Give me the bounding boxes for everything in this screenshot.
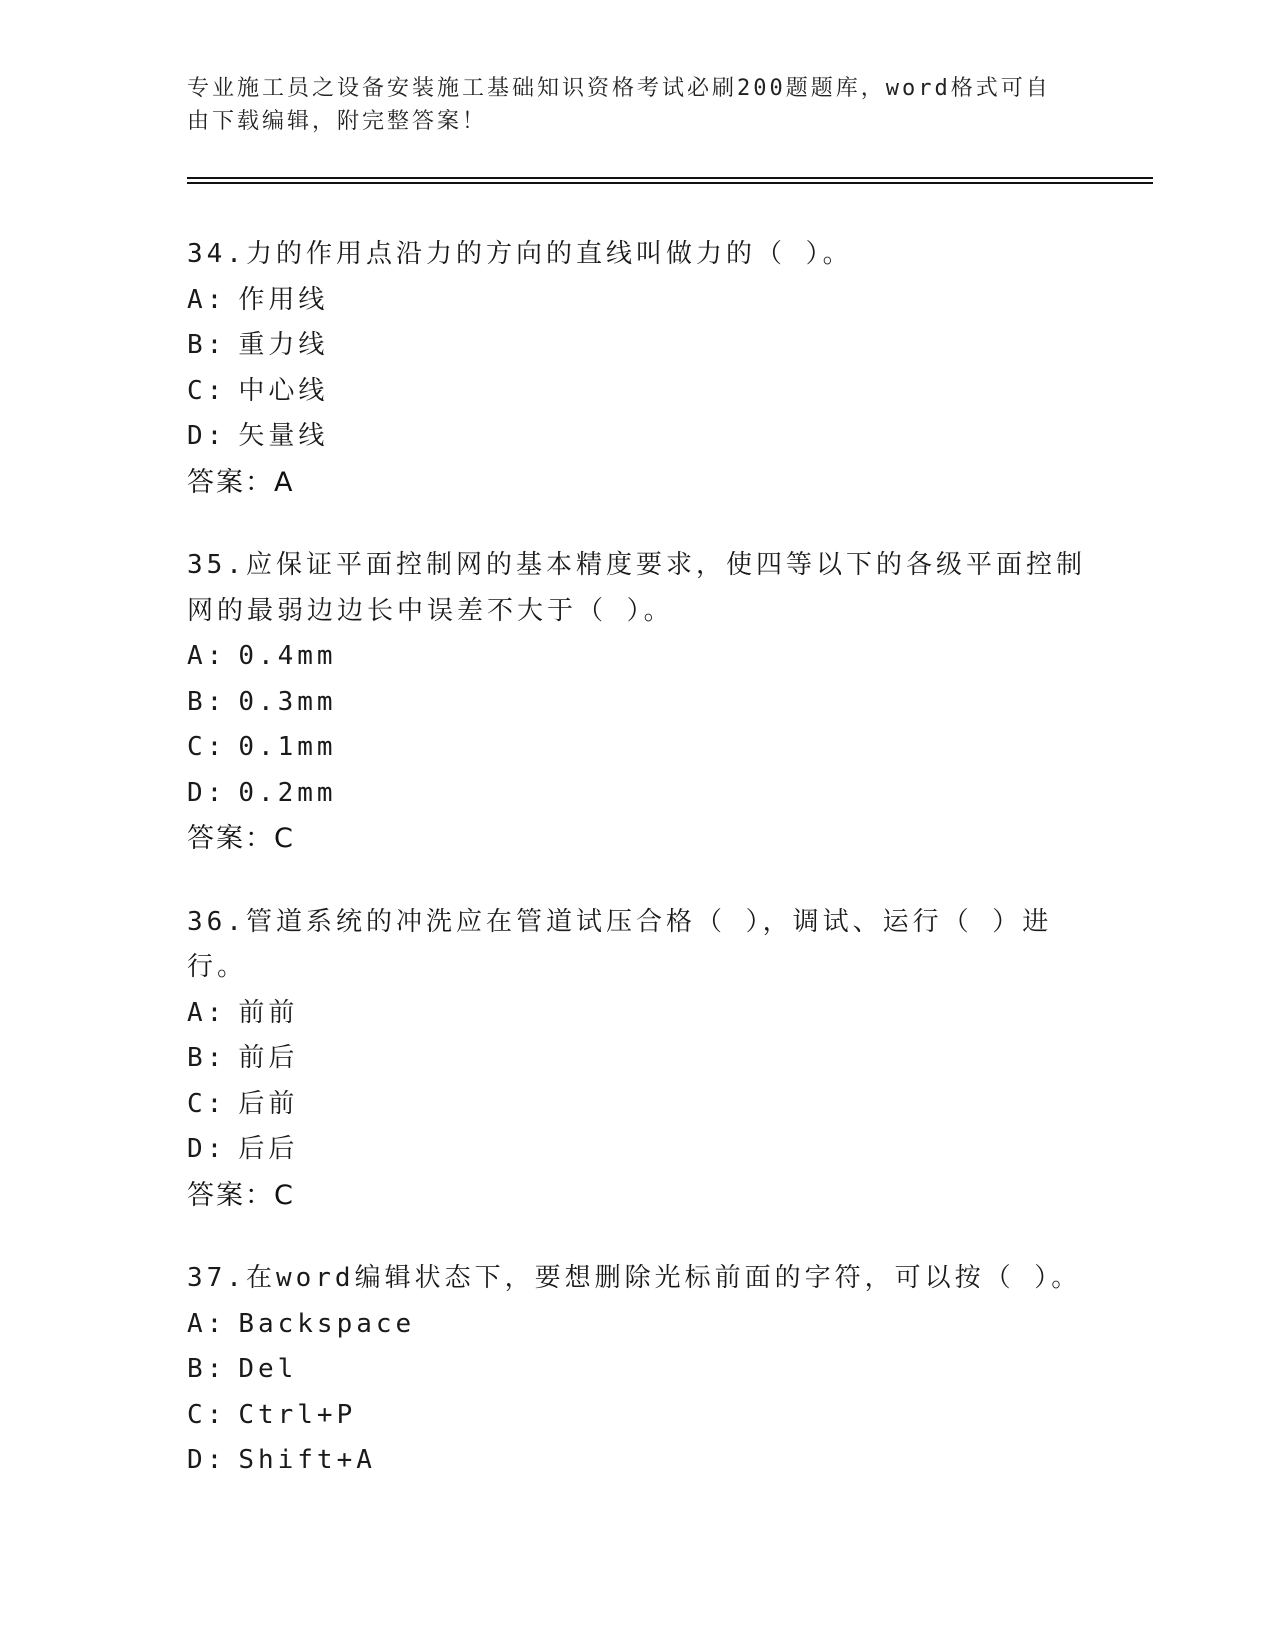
option-b: B: 重力线: [187, 330, 329, 360]
question-stem: 37.在word编辑状态下，要想删除光标前面的字符，可以按（ ）。: [187, 1263, 1082, 1293]
answer-label: 答案：: [187, 823, 274, 854]
option-b: B: 前后: [187, 1043, 299, 1073]
header-rule-top: [187, 177, 1153, 179]
answer-line: [187, 460, 1087, 506]
option-b: B: Del: [187, 1354, 298, 1384]
question-35: [187, 543, 1087, 862]
answer-value: A: [274, 466, 295, 498]
question-36: [187, 900, 1087, 1219]
answer-label: 答案：: [187, 1179, 274, 1211]
option-a: A: Backspace: [187, 1308, 416, 1339]
option-c: C: Ctrl+P: [187, 1399, 357, 1430]
header-rule-bottom: [187, 182, 1153, 184]
question-34: [187, 232, 1087, 505]
option-b: B: 0.3mm: [187, 686, 337, 717]
answer-label: 答案：: [187, 466, 274, 498]
question-stem: 36.管道系统的冲洗应在管道试压合格（ ），调试、运行（ ）进行。: [187, 906, 1053, 982]
document-header: 专业施工员之设备安装施工基础知识资格考试必刷200题题库，word格式可自由下载编辑，附完整答案！: [187, 76, 1051, 134]
option-a: A: 0.4mm: [187, 641, 337, 671]
option-c: C: 后前: [187, 1088, 299, 1119]
question-list: [187, 232, 1087, 1522]
question-37: [187, 1256, 1087, 1484]
answer-value: C: [274, 823, 295, 854]
answer-value: C: [274, 1179, 295, 1211]
option-d: D: 0.2mm: [187, 777, 337, 808]
answer-line: [187, 816, 1087, 862]
answer-line: [187, 1173, 1087, 1219]
question-stem: 35.应保证平面控制网的基本精度要求，使四等以下的各级平面控制网的最弱边边长中误差不大于（ ）。: [187, 550, 1086, 626]
option-d: D: 后后: [187, 1134, 299, 1164]
question-stem: 34.力的作用点沿力的方向的直线叫做力的（ ）。: [187, 239, 853, 269]
option-a: A: 作用线: [187, 284, 329, 315]
option-d: D: Shift+A: [187, 1445, 376, 1475]
option-a: A: 前前: [187, 997, 299, 1028]
option-c: C: 中心线: [187, 375, 329, 406]
option-d: D: 矢量线: [187, 421, 329, 451]
option-c: C: 0.1mm: [187, 732, 337, 762]
